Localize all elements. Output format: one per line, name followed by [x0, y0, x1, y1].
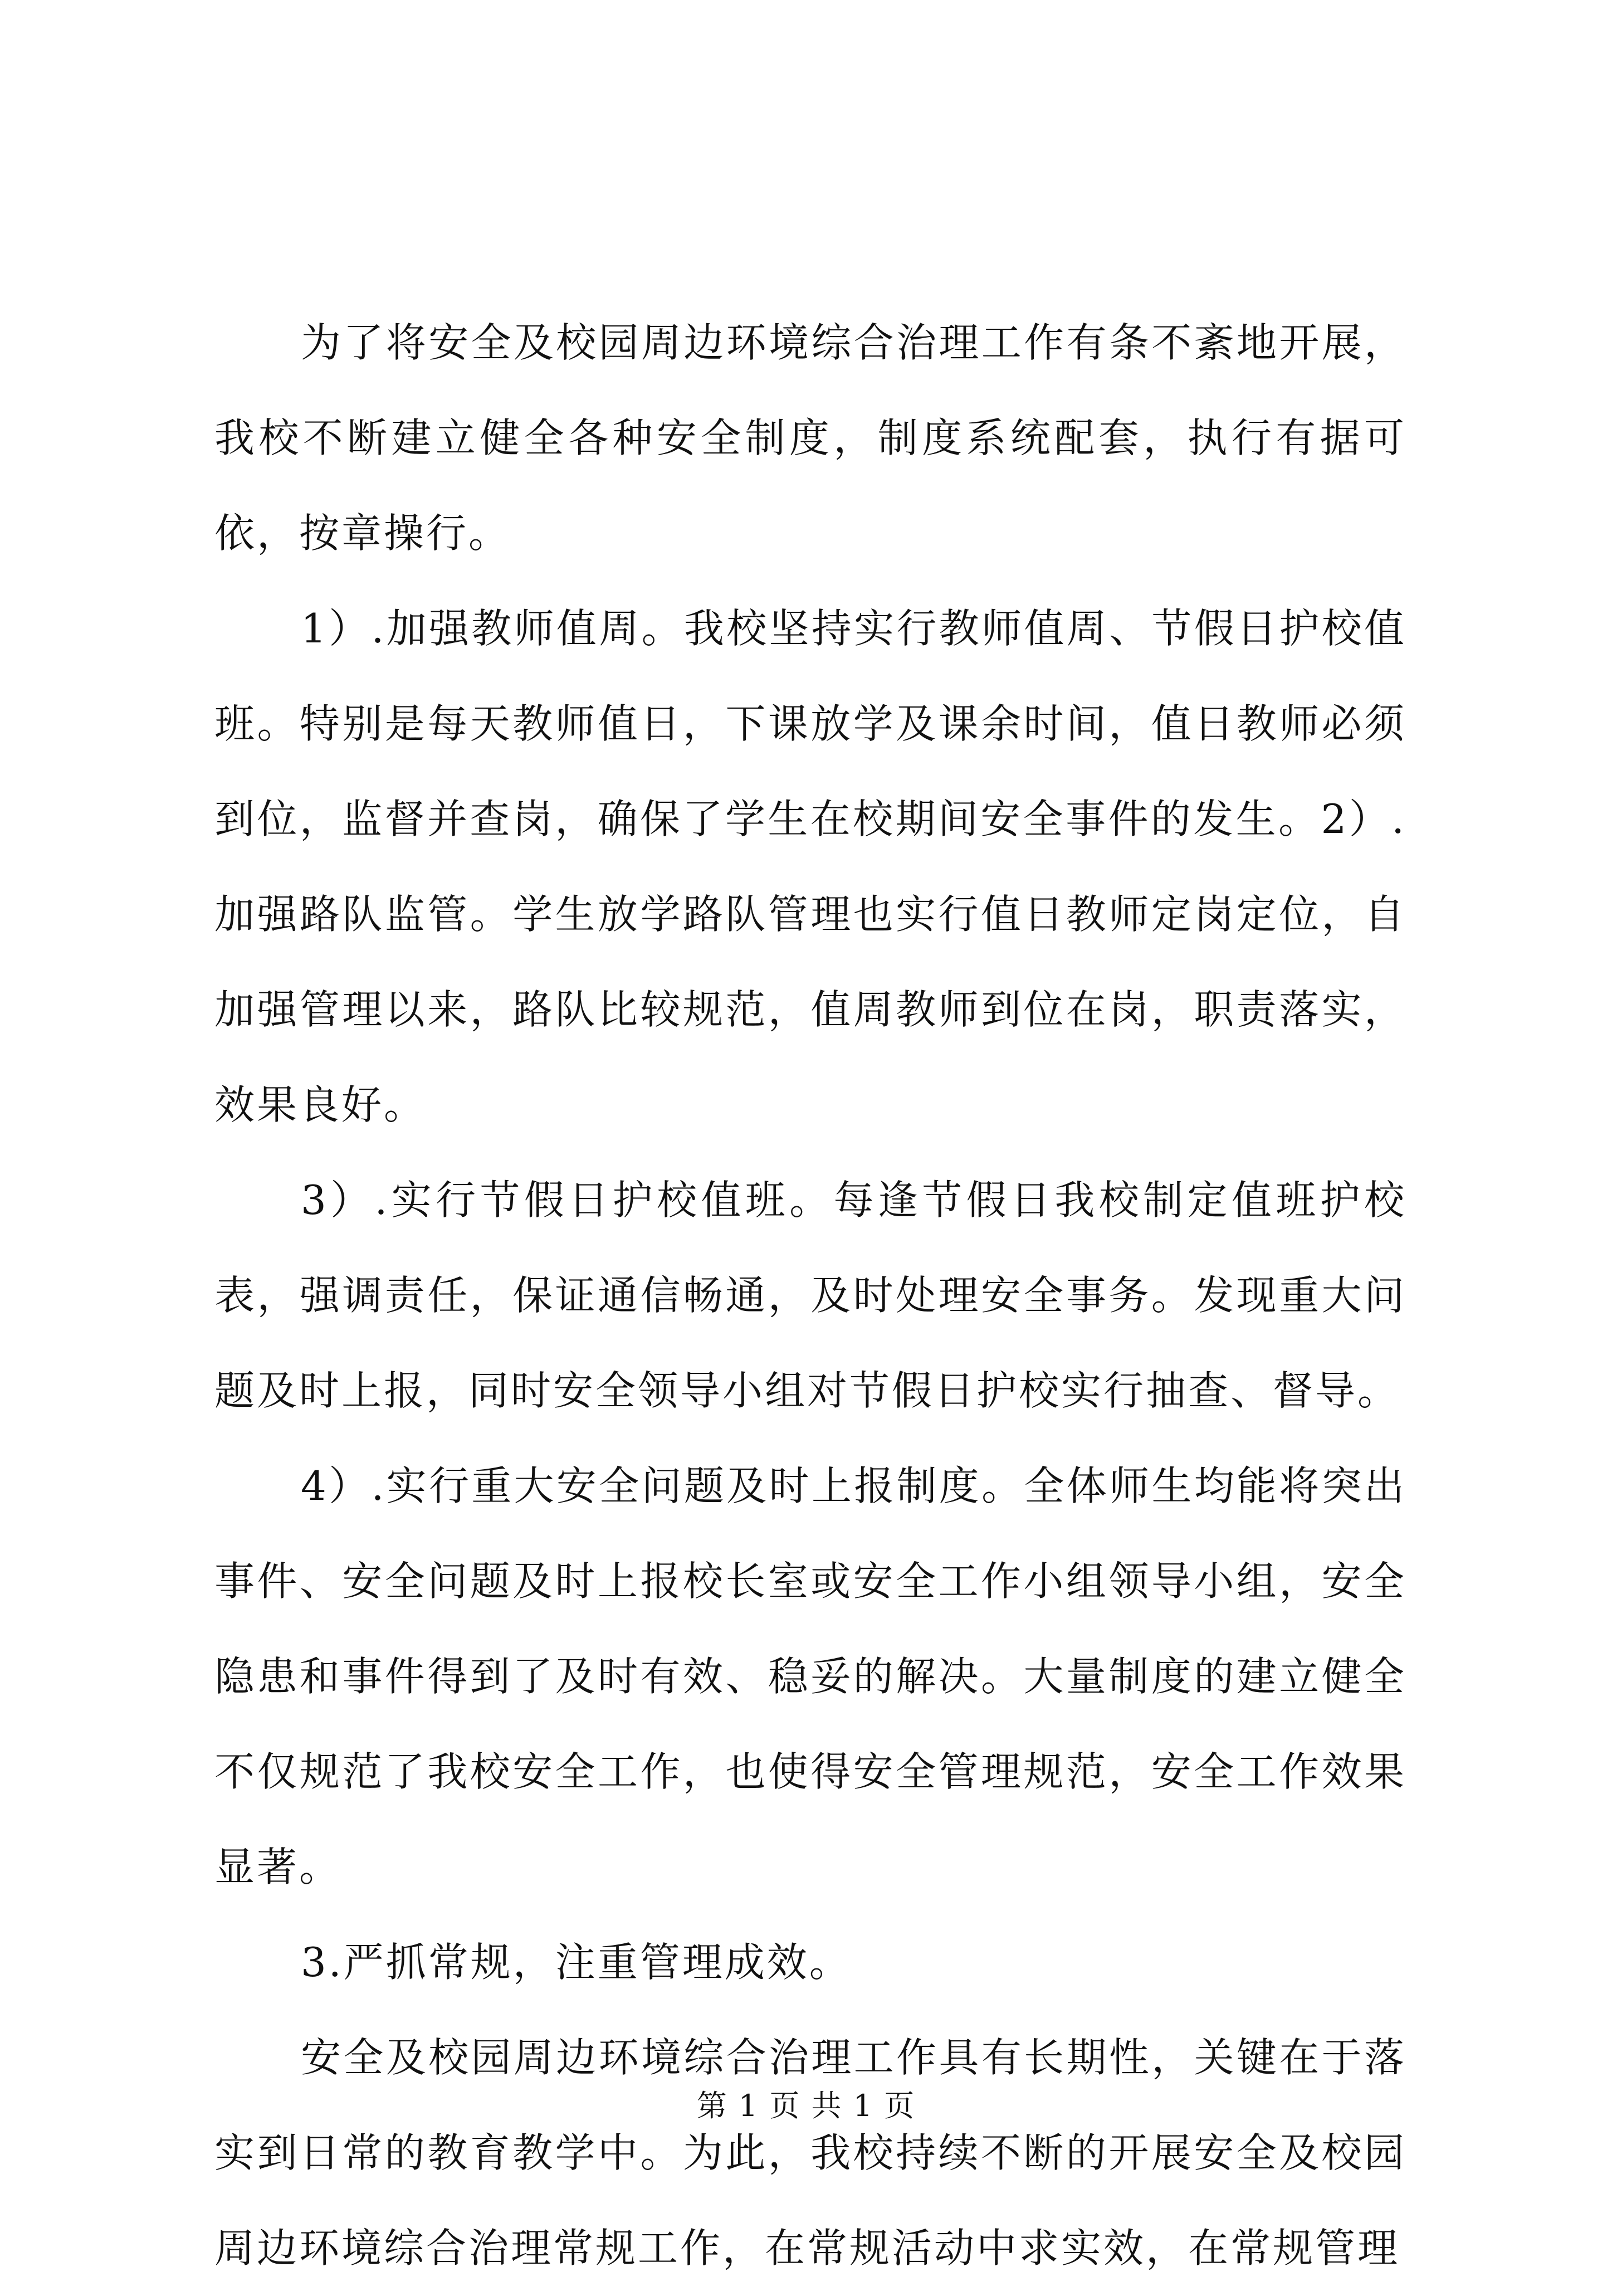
- paragraph-item-3: 3）.实行节假日护校值班。每逢节假日我校制定值班护校表，强调责任，保证通信畅通，及时处理安全事务。发现重大问题及时上报，同时安全领导小组对节假日护校实行抽查、督导。: [214, 1177, 1406, 1414]
- section-heading: 3.严抓常规，注重管理成效。: [301, 1939, 852, 1986]
- paragraph-item-1-2: 1）.加强教师值周。我校坚持实行教师值周、节假日护校值班。特别是每天教师值日，下课放学及课余时间，值日教师必须到位，监督并查岗，确保了学生在校期间安全事件的发生。2）.加强路队监管。学生放学路队管理也实行值日教师定岗定位，自加强管理以来，路队比较规范，值周教师到位在岗，职责落实，效果良好。: [214, 605, 1406, 1128]
- document-body: [214, 295, 1406, 2296]
- paragraph-item-4: 4）.实行重大安全问题及时上报制度。全体师生均能将突出事件、安全问题及时上报校长室或安全工作小组领导小组，安全隐患和事件得到了及时有效、稳妥的解决。大量制度的建立健全不仅规范了我校安全工作，也使得安全管理规范，安全工作效果显著。: [214, 1463, 1406, 1890]
- paragraph-intro: 为了将安全及校园周边环境综合治理工作有条不紊地开展，我校不断建立健全各种安全制度，制度系统配套，执行有据可依，按章操行。: [214, 319, 1406, 557]
- paragraph-section-3: 安全及校园周边环境综合治理工作具有长期性，关键在于落实到日常的教育教学中。为此，我校持续不断的开展安全及校园周边环境综合治理常规工作，在常规活动中求实效，在常规管理: [214, 2034, 1406, 2271]
- page-footer: 第 1 页 共 1 页: [696, 2088, 916, 2123]
